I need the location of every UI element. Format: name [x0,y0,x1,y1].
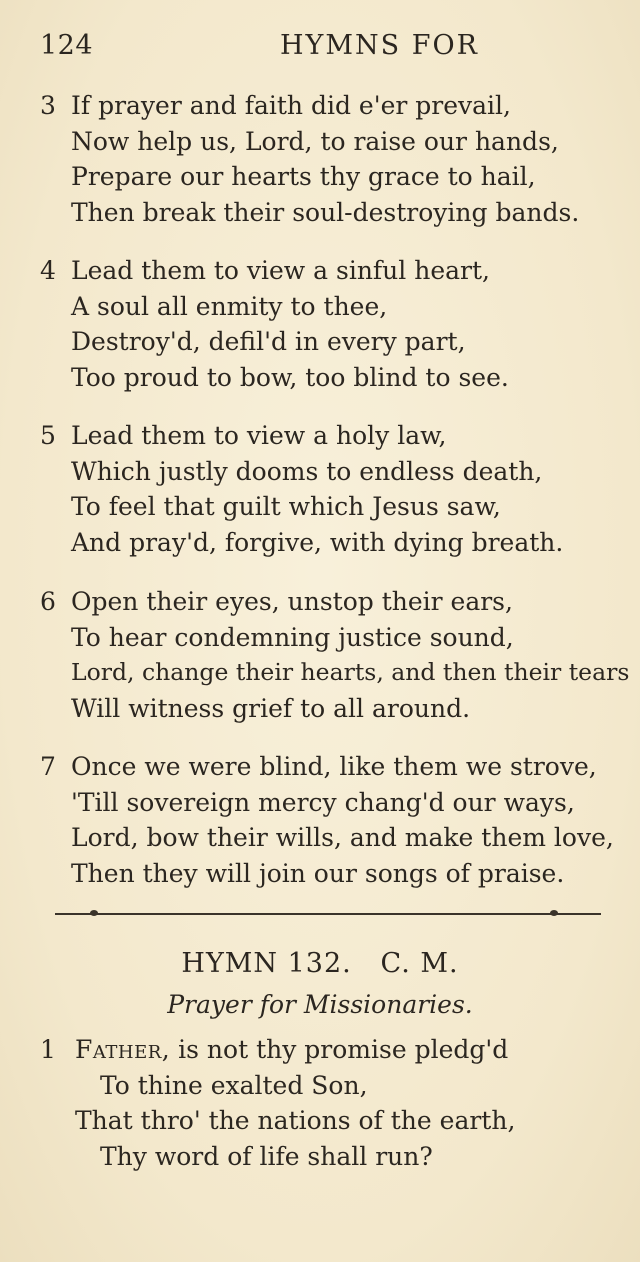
stanza-6 [40,584,630,726]
verse-text: Too proud to bow, too blind to see. [71,362,509,392]
section-divider [55,913,601,915]
verse-line [40,655,630,691]
divider-ornament [550,910,558,916]
stanza-number: 4 [40,256,56,285]
verse-line [40,289,630,325]
verse-line [40,195,630,231]
verse-line [40,1068,630,1104]
stanza-number: 1 [40,1035,56,1064]
stanza-number: 7 [40,752,56,781]
verse-line [40,324,630,360]
stanza-number: 6 [40,587,56,616]
verse-text: Thy word of life shall run? [100,1141,433,1171]
verse-text: Which justly dooms to endless death, [71,456,543,486]
page-number: 124 [40,30,94,61]
verse-text: Open their eyes, unstop their ears, [71,587,513,616]
verse-line [40,124,630,160]
verse-line [40,88,630,124]
verse-text: To feel that guilt which Jesus saw, [71,492,501,521]
divider-ornament [90,910,98,916]
verse-line [40,620,630,656]
verse-text: Now help us, Lord, to raise our hands, [71,126,559,156]
verse-line [40,1032,630,1068]
first-line-rest: is not thy promise pledg'd [170,1035,509,1064]
verse-line [40,856,630,892]
verse-line [40,1139,630,1175]
verse-text: 'Till sovereign mercy chang'd our ways, [71,787,575,817]
verse-text: A soul all enmity to thee, [71,291,388,321]
hymn-132-stanza-1 [40,1032,630,1174]
verse-text: Then they will join our songs of praise. [71,858,565,888]
page-header [40,30,600,70]
verse-line [40,525,630,561]
verse-text: Destroy'd, defil'd in every part, [71,327,466,356]
verse-line [40,584,630,620]
hymn-title: HYMN 132. C. M. [181,948,459,979]
verse-text: Lord, bow their wills, and make them love, [71,823,614,852]
verse-text: To hear condemning justice sound, [71,622,514,652]
verse-line [40,454,630,490]
verse-line [40,253,630,289]
stanza-4 [40,253,630,395]
stanza-7 [40,749,630,891]
verse-text: To thine exalted Son, [100,1070,368,1100]
verse-line [40,1103,630,1139]
verse-line [40,691,630,727]
stanza-3 [40,88,630,230]
verse-text: Then break their soul-destroying bands. [71,197,580,227]
hymn-subtitle: Prayer for Missionaries. [167,990,473,1019]
verse-text: Once we were blind, like them we strove, [71,752,597,781]
verse-line [40,749,630,785]
stanza-number: 3 [40,91,56,120]
verse-line [40,820,630,856]
verse-text: If prayer and faith did e'er prevail, [71,91,511,120]
verse-line [40,360,630,396]
verse-text: Prepare our hearts thy grace to hail, [71,162,536,191]
verse-text: That thro' the nations of the earth, [75,1106,516,1135]
first-word: Father, [75,1035,171,1064]
verse-text: And pray'd, forgive, with dying breath. [71,527,564,557]
verse-text: Lead them to view a holy law, [71,421,447,450]
running-head: HYMNS FOR [280,30,479,61]
stanza-number: 5 [40,421,56,450]
stanza-5 [40,418,630,560]
verse-text: Lead them to view a sinful heart, [71,256,490,285]
verse-line [40,785,630,821]
verse-line [40,159,630,195]
verse-text: Lord, change their hearts, and then their tears [71,658,630,686]
verse-text [75,1032,508,1068]
verse-text: Will witness grief to all around. [71,693,471,723]
verse-line [40,418,630,454]
verse-line [40,489,630,525]
